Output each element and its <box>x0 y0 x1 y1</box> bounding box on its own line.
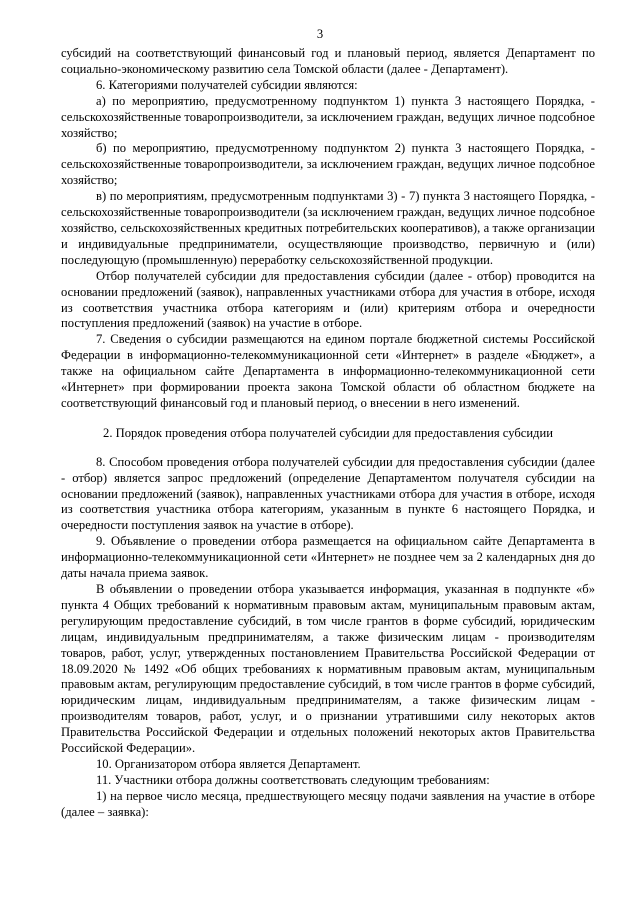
section-2-body <box>61 455 595 821</box>
section-1-continuation <box>61 46 595 412</box>
paragraph: 1) на первое число месяца, предшествующего месяцу подачи заявления на участие в отборе (далее – заявка): <box>61 788 595 819</box>
paragraph: субсидий на соответствующий финансовый год и плановый период, является Департамент по социально-экономическому развитию села Томской области (далее - Департамент). <box>61 46 595 76</box>
paragraph: 6. Категориями получателей субсидии являются: <box>96 77 358 92</box>
paragraph: Отбор получателей субсидии для предоставления субсидии (далее - отбор) проводится на основании предложений (заявок), направленных участниками отбора для участия в отборе, исходя из соответствия участника отбора категориям и (или) критериям отбора и очередности поступления предложений (заявок) на участие в отборе. <box>61 268 595 331</box>
section-heading: 2. Порядок проведения отбора получателей субсидии для предоставления субсидии <box>103 425 553 440</box>
paragraph: 11. Участники отбора должны соответствовать следующим требованиям: <box>96 772 490 787</box>
paragraph: а) по мероприятию, предусмотренному подпунктом 1) пункта 3 настоящего Порядка, - сельскохозяйственные товаропроизводители, за исключением граждан, ведущих личное подсобное хозяйство; <box>61 93 595 140</box>
paragraph: 9. Объявление о проведении отбора размещается на официальном сайте Департамента в информационно-телекоммуникационной сети «Интернет» не позднее чем за 2 календарных дня до даты начала приема заявок. <box>61 534 595 581</box>
paragraph: в) по мероприятиям, предусмотренным подпунктами 3) - 7) пункта 3 настоящего Порядка, - сельскохозяйственные товаропроизводители (за исключением граждан, ведущих личное подсобное хозяйство, сельскохозяйственных кредитных потребительских кооперативов), а также организации и индивидуальные предприниматели, осуществляющие производство, первичную и (или) последующую (промышленную) переработку сельскохозяйственной продукции. <box>61 189 595 267</box>
paragraph: б) по мероприятию, предусмотренному подпунктом 2) пункта 3 настоящего Порядка, - сельскохозяйственные товаропроизводители, за исключением граждан, ведущих личное подсобное хозяйство; <box>61 141 595 188</box>
paragraph: В объявлении о проведении отбора указывается информация, указанная в подпункте «б» пункта 4 Общих требований к нормативным правовым актам, муниципальным правовым актам, регулирующим предоставление субсидий, в том числе грантов в форме субсидий, юридическим лицам, индивидуальным предпринимателям, а также физическим лицам - производителям товаров, работ, услуг, утвержденных постановлением Правительства Российской Федерации от 18.09.2020 № 1492 «Об общих требованиях к нормативным правовым актам, муниципальным правовым актам, регулирующим предоставление субсидий, в том числе грантов в форме субсидий, юридическим лицам, индивидуальным предпринимателям, а также физическим лицам - производителям товаров, работ, услуг, и о признании утратившими силу некоторых актов Правительства Российской Федерации и отдельных положений некоторых актов Правительства Российской Федерации». <box>61 582 595 756</box>
paragraph: 7. Сведения о субсидии размещаются на едином портале бюджетной системы Российской Федерации в информационно-телекоммуникационной сети «Интернет» в разделе «Бюджет», а также на официальном сайте Департамента в информационно-телекоммуникационной сети «Интернет» при формировании проекта закона Томской области об областном бюджете на соответствующий финансовый год и плановый период, о внесении в него изменений. <box>61 332 595 410</box>
page-number: 3 <box>316 27 324 41</box>
paragraph: 8. Способом проведения отбора получателей субсидии для предоставления субсидии (далее - отбор) является запрос предложений (определение Департаментом получателя субсидии на основании предложений (заявок), направленных участниками отбора для участия в отборе, исходя из соответствия участника отбора категориям, указанным в пункте 6 настоящего Порядка, и очередности поступления заявок на участие в отборе). <box>61 454 595 533</box>
page-body <box>61 46 595 821</box>
paragraph: 10. Организатором отбора является Департамент. <box>96 756 361 771</box>
